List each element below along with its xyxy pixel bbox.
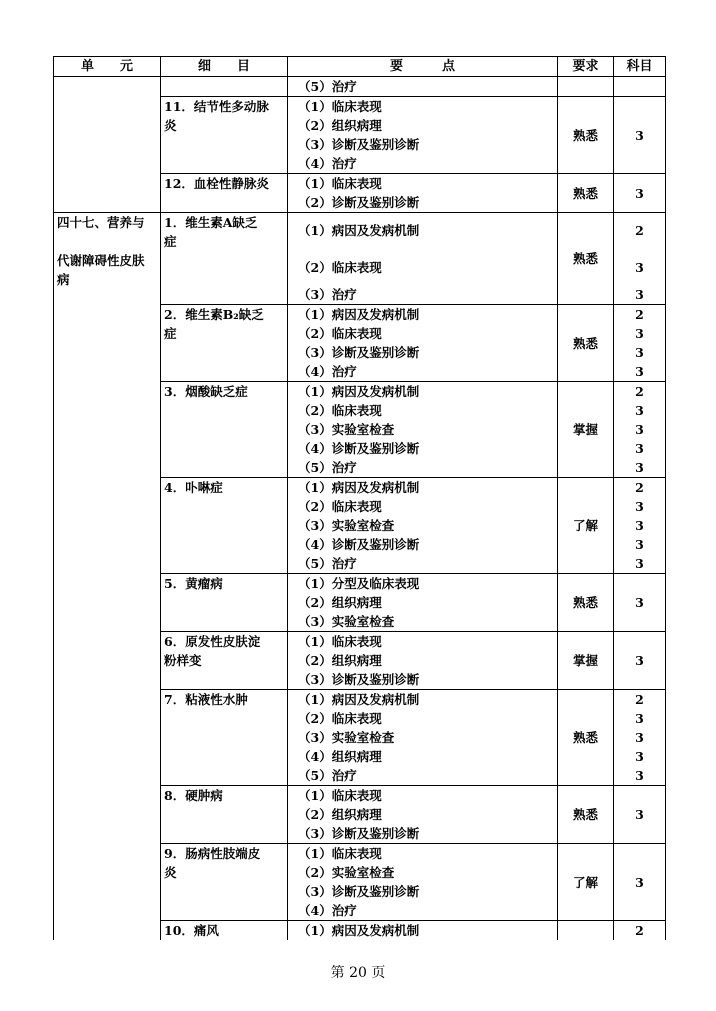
item-line: 2．维生素B₂缺乏 xyxy=(164,307,264,322)
item-line: 3．烟酸缺乏症 xyxy=(164,384,248,399)
subject-cell: 3 xyxy=(614,174,666,213)
item-line: 7．粘液性水肿 xyxy=(164,692,248,707)
point-line: （2）组织病理 xyxy=(298,653,382,668)
point-line: （1）分型及临床表现 xyxy=(298,576,420,591)
header-unit: 单 元 xyxy=(54,57,161,77)
item-cell xyxy=(161,305,288,382)
subject-cell xyxy=(614,690,666,786)
subject-cell xyxy=(614,921,666,941)
item-cell xyxy=(161,786,288,844)
unit-line: 病 xyxy=(57,272,70,287)
point-line: （1）临床表现 xyxy=(298,788,382,803)
unit-cell-prev xyxy=(54,77,161,213)
subject-value: 3 xyxy=(635,345,644,360)
item-line: 9．肠病性肢端皮 xyxy=(164,846,261,861)
syllabus-table xyxy=(53,56,666,940)
subject-value: 2 xyxy=(635,223,644,238)
item-line: 12．血栓性静脉炎 xyxy=(164,176,269,191)
item-line: 1．维生素A缺乏 xyxy=(164,215,258,230)
subject-value: 3 xyxy=(635,287,644,302)
point-line: （4）组织病理 xyxy=(298,749,382,764)
point-line: （3）治疗 xyxy=(298,287,357,302)
subject-value: 3 xyxy=(635,403,644,418)
point-line: （2）诊断及鉴别诊断 xyxy=(298,195,420,210)
subject-value: 2 xyxy=(635,384,644,399)
item-line: 症 xyxy=(164,326,177,341)
points-cell xyxy=(288,844,558,921)
subject-value: 3 xyxy=(635,537,644,552)
point-line: （1）临床表现 xyxy=(298,634,382,649)
item-line: 5．黄瘤病 xyxy=(164,576,223,591)
point-line: （1）临床表现 xyxy=(298,176,382,191)
point-line: （1）病因及发病机制 xyxy=(298,480,420,495)
subject-value: 3 xyxy=(635,518,644,533)
requirement-cell: 了解 xyxy=(558,844,614,921)
table-row xyxy=(54,213,666,305)
item-line: 11．结节性多动脉 xyxy=(164,99,269,114)
item-cell xyxy=(161,632,288,690)
points-cell xyxy=(288,305,558,382)
subject-value: 3 xyxy=(635,749,644,764)
item-line: 6．原发性皮肤淀 xyxy=(164,634,261,649)
subject-cell xyxy=(614,305,666,382)
subject-value: 3 xyxy=(635,556,644,571)
subject-value: 3 xyxy=(635,260,644,275)
unit-cell xyxy=(54,213,161,941)
point-line: （3）诊断及鉴别诊断 xyxy=(298,672,420,687)
points-cell xyxy=(288,97,558,174)
item-cell xyxy=(161,77,288,97)
subject-cell: 3 xyxy=(614,844,666,921)
item-line: 8．硬肿病 xyxy=(164,788,223,803)
subject-value: 3 xyxy=(635,460,644,475)
subject-cell xyxy=(614,77,666,97)
subject-cell: 3 xyxy=(614,574,666,632)
point-line: （4）治疗 xyxy=(298,156,357,171)
requirement-cell: 了解 xyxy=(558,478,614,574)
point-line: （4）诊断及鉴别诊断 xyxy=(298,441,420,456)
header-points: 要 点 xyxy=(288,57,558,77)
point-line: （1）病因及发病机制 xyxy=(298,384,420,399)
item-cell xyxy=(161,690,288,786)
item-line: 10．痛风 xyxy=(164,923,219,938)
subject-cell xyxy=(614,213,666,305)
point-line: （4）治疗 xyxy=(298,364,357,379)
points-cell xyxy=(288,574,558,632)
point-line: （5）治疗 xyxy=(298,556,357,571)
subject-cell: 3 xyxy=(614,786,666,844)
requirement-cell xyxy=(558,77,614,97)
points-cell xyxy=(288,632,558,690)
point-line: （3）诊断及鉴别诊断 xyxy=(298,137,420,152)
header-requirement: 要求 xyxy=(558,57,614,77)
point-line: （3）诊断及鉴别诊断 xyxy=(298,884,420,899)
points-cell xyxy=(288,174,558,213)
point-line: （2）临床表现 xyxy=(298,326,382,341)
point-line: （3）实验室检查 xyxy=(298,422,395,437)
requirement-cell: 熟悉 xyxy=(558,574,614,632)
point-line: （1）病因及发病机制 xyxy=(298,923,420,938)
subject-value: 3 xyxy=(635,326,644,341)
subject-value: 2 xyxy=(635,307,644,322)
page-number: 第 20 页 xyxy=(330,965,386,981)
point-line: （1）病因及发病机制 xyxy=(298,223,420,238)
points-cell xyxy=(288,921,558,941)
requirement-cell: 熟悉 xyxy=(558,305,614,382)
points-cell xyxy=(288,478,558,574)
subject-cell xyxy=(614,382,666,478)
item-line: 炎 xyxy=(164,118,177,133)
points-cell xyxy=(288,382,558,478)
subject-cell: 3 xyxy=(614,97,666,174)
item-line: 炎 xyxy=(164,865,177,880)
header-row xyxy=(54,57,666,77)
item-cell xyxy=(161,574,288,632)
point-line: （2）临床表现 xyxy=(298,403,382,418)
table-row xyxy=(54,77,666,97)
item-line: 粉样变 xyxy=(164,653,202,668)
subject-value: 3 xyxy=(635,730,644,745)
point-line: （1）临床表现 xyxy=(298,99,382,114)
point-line: （4）诊断及鉴别诊断 xyxy=(298,537,420,552)
requirement-cell: 掌握 xyxy=(558,632,614,690)
subject-value: 3 xyxy=(635,441,644,456)
point-line: （2）组织病理 xyxy=(298,807,382,822)
point-line: （2）组织病理 xyxy=(298,595,382,610)
header-item: 细 目 xyxy=(161,57,288,77)
point-line: （3）实验室检查 xyxy=(298,730,395,745)
point-line: （5）治疗 xyxy=(298,768,357,783)
item-cell xyxy=(161,382,288,478)
item-line: 症 xyxy=(164,234,177,249)
subject-value: 2 xyxy=(635,923,644,938)
point-line: （5）治疗 xyxy=(298,460,357,475)
points-cell xyxy=(288,77,558,97)
subject-cell xyxy=(614,478,666,574)
requirement-cell xyxy=(558,921,614,941)
point-line: （2）临床表现 xyxy=(298,260,382,275)
subject-value: 3 xyxy=(635,768,644,783)
requirement-cell: 熟悉 xyxy=(558,690,614,786)
requirement-cell: 熟悉 xyxy=(558,97,614,174)
point-line: （1）病因及发病机制 xyxy=(298,307,420,322)
unit-line: 代谢障碍性皮肤 xyxy=(57,253,145,268)
point-line: （3）实验室检查 xyxy=(298,518,395,533)
point-line: （2）实验室检查 xyxy=(298,865,395,880)
subject-value: 3 xyxy=(635,711,644,726)
point-line: （2）组织病理 xyxy=(298,118,382,133)
point-line: （3）诊断及鉴别诊断 xyxy=(298,345,420,360)
points-cell xyxy=(288,690,558,786)
item-cell xyxy=(161,478,288,574)
item-cell xyxy=(161,97,288,174)
point-line: （5）治疗 xyxy=(298,79,357,94)
points-cell xyxy=(288,786,558,844)
subject-value: 3 xyxy=(635,422,644,437)
requirement-cell: 掌握 xyxy=(558,382,614,478)
point-line: （2）临床表现 xyxy=(298,711,382,726)
requirement-cell: 熟悉 xyxy=(558,174,614,213)
item-cell xyxy=(161,213,288,305)
point-line: （2）临床表现 xyxy=(298,499,382,514)
header-subject: 科目 xyxy=(614,57,666,77)
point-line: （1）临床表现 xyxy=(298,846,382,861)
subject-cell: 3 xyxy=(614,632,666,690)
point-line: （1）病因及发病机制 xyxy=(298,692,420,707)
subject-value: 3 xyxy=(635,364,644,379)
item-cell xyxy=(161,921,288,941)
point-line: （4）治疗 xyxy=(298,903,357,918)
subject-value: 3 xyxy=(635,499,644,514)
point-line: （3）诊断及鉴别诊断 xyxy=(298,826,420,841)
item-line: 4．卟啉症 xyxy=(164,480,223,495)
points-cell xyxy=(288,213,558,305)
requirement-cell: 熟悉 xyxy=(558,786,614,844)
requirement-cell: 熟悉 xyxy=(558,213,614,305)
item-cell xyxy=(161,844,288,921)
item-cell xyxy=(161,174,288,213)
subject-value: 2 xyxy=(635,692,644,707)
subject-value: 2 xyxy=(635,480,644,495)
unit-line: 四十七、营养与 xyxy=(57,215,145,230)
point-line: （3）实验室检查 xyxy=(298,614,395,629)
